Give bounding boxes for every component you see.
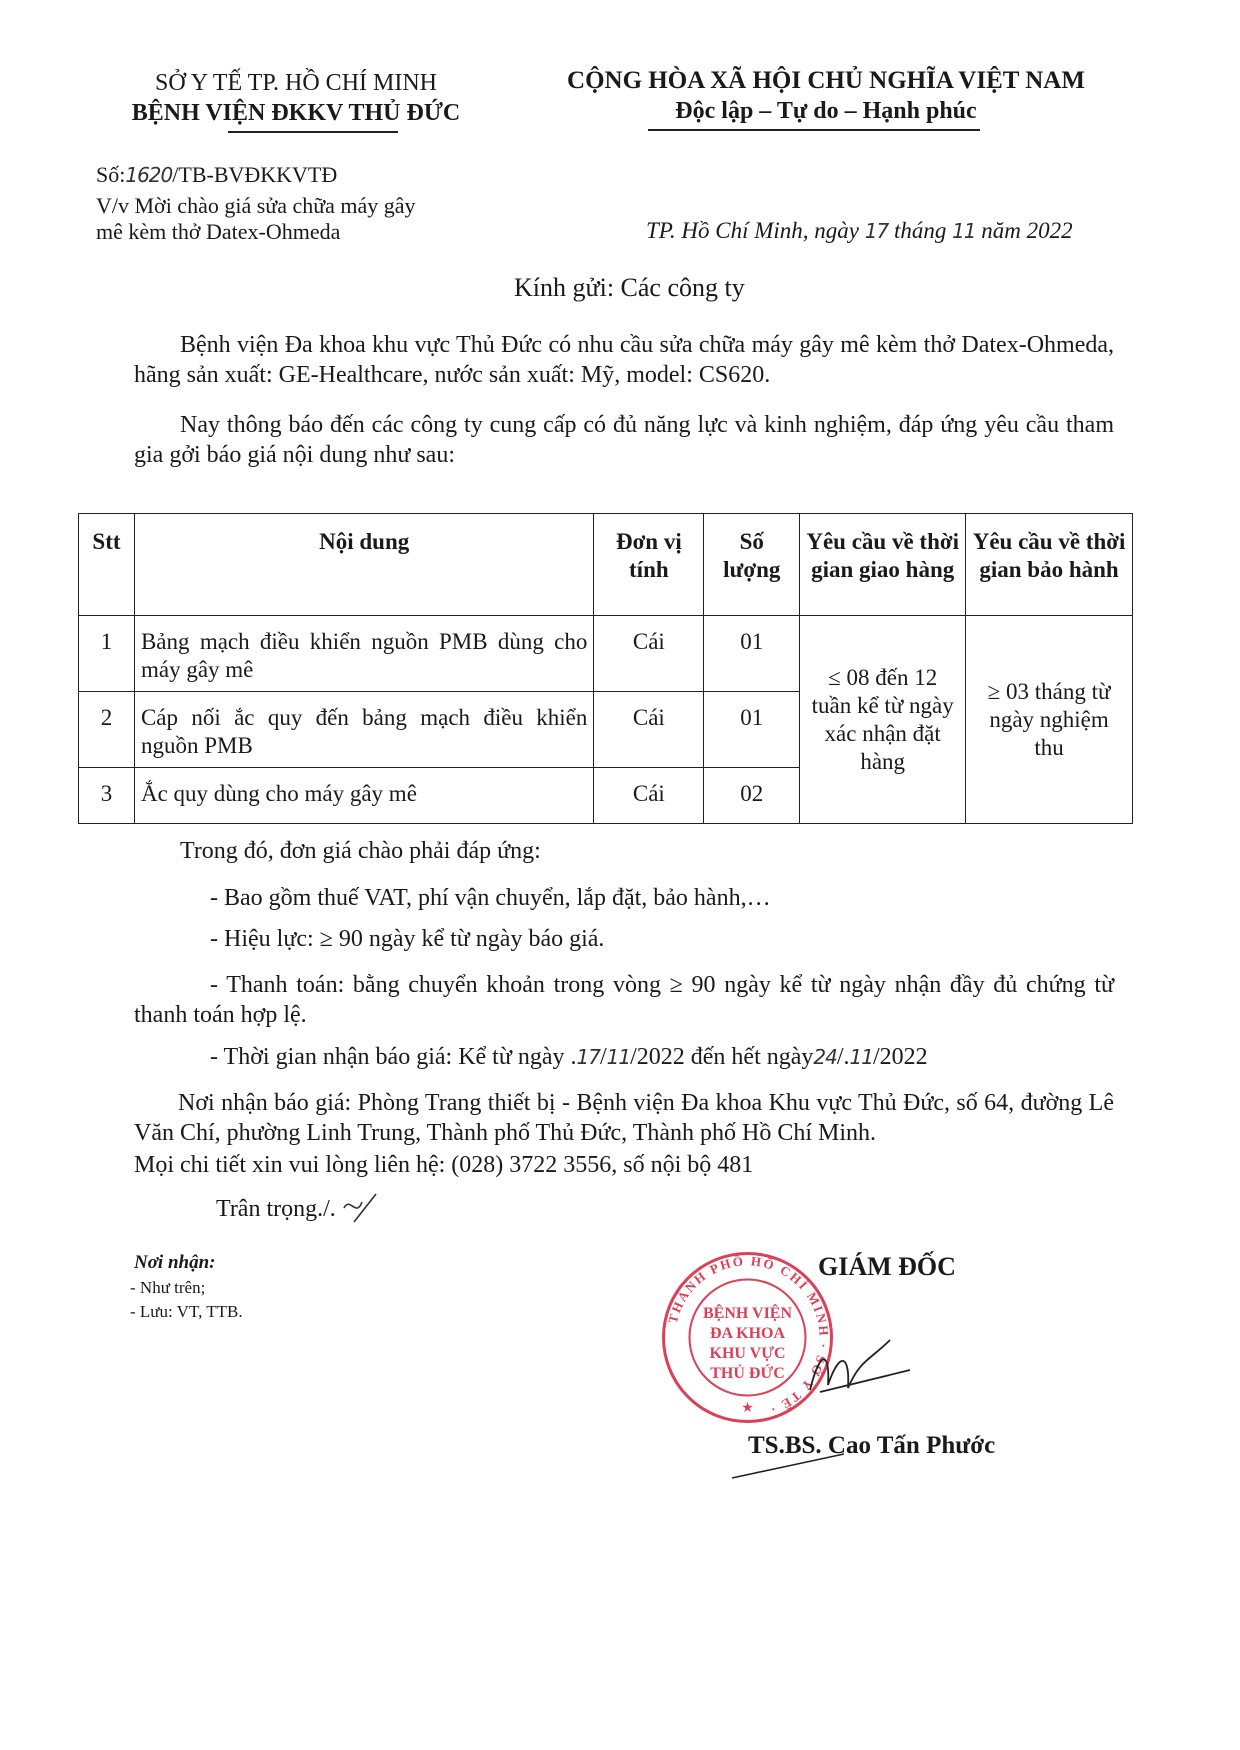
stamp-outer-text: THÀNH PHỐ HỒ CHÍ MINH · SỞ Y TẾ · (664, 1253, 832, 1418)
recipients-title: Nơi nhận: (134, 1252, 216, 1273)
subject-line-2: mê kèm thở Datex-Ohmeda (96, 219, 341, 244)
receipt-address: Nơi nhận báo giá: Phòng Trang thiết bị - Bệnh viện Đa khoa Khu vực Thủ Đức, số 64, đường Lê Văn Chí, phường Linh Trung, Thành phố Thủ Đức, Thành phố Hồ Chí Minh. (134, 1090, 1114, 1146)
contact-info: Mọi chi tiết xin vui lòng liên hệ: (028) 3722 3556, số nội bộ 481 (134, 1152, 754, 1178)
row-content: Cáp nối ắc quy đến bảng mạch điều khiển nguồn PMB (134, 692, 593, 768)
table-header-row (79, 514, 1133, 616)
items-table (78, 513, 1133, 824)
recipient-item: - Như trên; (130, 1278, 206, 1297)
row-qty: 01 (704, 692, 800, 768)
closing: Trân trọng./. (216, 1196, 336, 1222)
handwritten-number: 1620 (125, 163, 173, 187)
row-stt: 1 (79, 616, 135, 692)
handwritten-day: 17 (864, 219, 889, 243)
row-unit: Cái (594, 616, 704, 692)
row-stt: 2 (79, 692, 135, 768)
signature-mark (800, 1330, 920, 1410)
hospital-name: BỆNH VIỆN ĐKKV THỦ ĐỨC (131, 100, 461, 126)
header-content: Nội dung (134, 514, 593, 616)
header-delivery: Yêu cầu về thời gian giao hàng (800, 514, 966, 616)
condition-vat: - Bao gồm thuế VAT, phí vận chuyển, lắp đặt, bảo hành,… (210, 885, 771, 911)
stamp-star-icon: ★ (741, 1401, 754, 1416)
stamp-line2: ĐA KHOA (709, 1325, 786, 1342)
recipient-item: - Lưu: VT, TTB. (130, 1302, 243, 1321)
invitation-paragraph: Nay thông báo đến các công ty cung cấp có đủ năng lực và kinh nghiệm, đáp ứng yêu cầu tham gia gởi báo giá nội dung như sau: (134, 412, 1114, 468)
header-warranty: Yêu cầu về thời gian bảo hành (966, 514, 1133, 616)
initial-mark (340, 1188, 380, 1228)
signature-underline (728, 1450, 848, 1484)
subject-line-1: V/v Mời chào giá sửa chữa máy gây (96, 193, 416, 218)
delivery-requirement: ≤ 08 đến 12 tuần kể từ ngày xác nhận đặt hàng (800, 616, 966, 824)
condition-payment: - Thanh toán: bằng chuyển khoản trong vòng ≥ 90 ngày kể từ ngày nhận đầy đủ chứng từ thanh toán hợp lệ. (134, 972, 1114, 1028)
salutation: Kính gửi: Các công ty (514, 273, 745, 302)
stamp-line3: KHU VỰC (709, 1345, 786, 1362)
signer-role: GIÁM ĐỐC (818, 1252, 956, 1281)
nation-title: CỘNG HÒA XÃ HỘI CHỦ NGHĨA VIỆT NAM (567, 67, 1085, 94)
conditions-intro: Trong đó, đơn giá chào phải đáp ứng: (180, 838, 541, 864)
row-unit: Cái (594, 768, 704, 824)
row-qty: 02 (704, 768, 800, 824)
row-content: Ắc quy dùng cho máy gây mê (134, 768, 593, 824)
nation-motto-underline (648, 129, 980, 131)
row-stt: 3 (79, 768, 135, 824)
table-row (79, 616, 1133, 692)
stamp-line4: THỦ ĐỨC (710, 1365, 785, 1382)
stamp-line1: BỆNH VIỆN (702, 1305, 793, 1322)
row-qty: 01 (704, 616, 800, 692)
handwritten-from-day: 17 (576, 1045, 600, 1069)
header-unit: Đơn vị tính (594, 514, 704, 616)
row-unit: Cái (594, 692, 704, 768)
intro-paragraph: Bệnh viện Đa khoa khu vực Thủ Đức có nhu cầu sửa chữa máy gây mê kèm thở Datex-Ohmeda, hãng sản xuất: GE-Healthcare, nước sản xuất: Mỹ, model: CS620. (134, 332, 1114, 388)
header-qty: Số lượng (704, 514, 800, 616)
signer-name: TS.BS. Cao Tấn Phước (748, 1432, 996, 1459)
handwritten-from-month: 11 (606, 1045, 631, 1069)
handwritten-to-month: 11 (849, 1045, 873, 1069)
handwritten-month: 11 (952, 219, 976, 243)
handwritten-to-day: 24 (813, 1045, 837, 1069)
hospital-name-underline (228, 131, 398, 133)
warranty-requirement: ≥ 03 tháng từ ngày nghiệm thu (966, 616, 1133, 824)
condition-period: - Thời gian nhận báo giá: Kể từ ngày .17/11/2022 đến hết ngày24/.11/2022 (210, 1044, 928, 1070)
row-content: Bảng mạch điều khiển nguồn PMB dùng cho máy gây mê (134, 616, 593, 692)
condition-validity: - Hiệu lực: ≥ 90 ngày kể từ ngày báo giá. (210, 926, 605, 952)
department-name: SỞ Y TẾ TP. HỒ CHÍ MINH (154, 70, 438, 96)
date-line: TP. Hồ Chí Minh, ngày 17 tháng 11 năm 2022 (646, 218, 1073, 243)
nation-motto: Độc lập – Tự do – Hạnh phúc (675, 98, 977, 124)
document-number: Số:1620/TB-BVĐKKVTĐ (96, 162, 338, 187)
header-stt: Stt (79, 514, 135, 616)
